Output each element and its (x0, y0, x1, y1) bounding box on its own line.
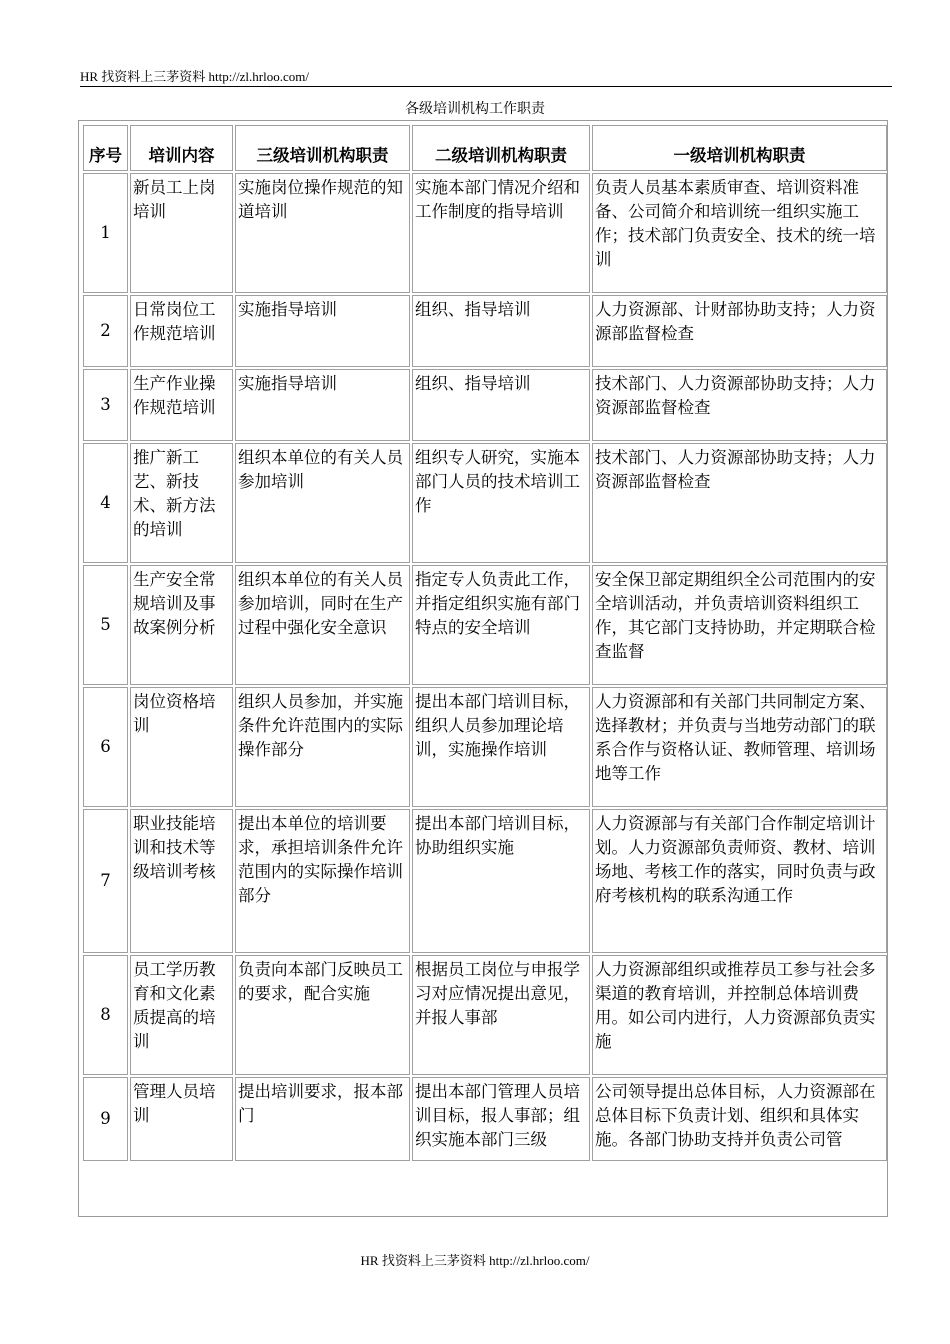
table-row (83, 295, 887, 367)
training-content: 新员工上岗培训 (130, 173, 233, 293)
header-cell-level1: 一级培训机构职责 (592, 125, 887, 171)
table-row (83, 443, 887, 563)
level3-duty: 提出培训要求，报本部门 (235, 1077, 410, 1161)
level3-duty: 实施岗位操作规范的知道培训 (235, 173, 410, 293)
level3-duty: 组织人员参加，并实施条件允许范围内的实际操作部分 (235, 687, 410, 807)
level3-duty: 实施指导培训 (235, 295, 410, 367)
table-row (83, 1077, 887, 1161)
level3-duty: 组织本单位的有关人员参加培训 (235, 443, 410, 563)
table-row (83, 369, 887, 441)
row-index: 7 (83, 809, 128, 953)
level1-duty: 技术部门、人力资源部协助支持；人力资源部监督检查 (592, 443, 887, 563)
level1-duty: 公司领导提出总体目标，人力资源部在总体目标下负责计划、组织和具体实施。各部门协助支持并负责公司管 (592, 1077, 887, 1161)
header-cell-index: 序号 (83, 125, 128, 171)
row-index: 8 (83, 955, 128, 1075)
level2-duty: 实施本部门情况介绍和工作制度的指导培训 (412, 173, 590, 293)
document-title: 各级培训机构工作职责 (405, 101, 545, 117)
table-row (83, 173, 887, 293)
page-footer: HR 找资料上三茅资料 http://zl.hrloo.com/ (360, 1253, 590, 1268)
header-cell-level3: 三级培训机构职责 (235, 125, 410, 171)
table-header-row (83, 125, 887, 171)
level3-duty: 实施指导培训 (235, 369, 410, 441)
training-content: 员工学历教育和文化素质提高的培训 (130, 955, 233, 1075)
level1-duty: 安全保卫部定期组织全公司范围内的安全培训活动，并负责培训资料组织工作，其它部门支持协助，并定期联合检查监督 (592, 565, 887, 685)
row-index: 1 (83, 173, 128, 293)
row-index: 3 (83, 369, 128, 441)
table-row (83, 565, 887, 685)
training-content: 日常岗位工作规范培训 (130, 295, 233, 367)
header-rule (80, 86, 892, 87)
level2-duty: 组织专人研究，实施本部门人员的技术培训工作 (412, 443, 590, 563)
level2-duty: 指定专人负责此工作，并指定组织实施有部门特点的安全培训 (412, 565, 590, 685)
level1-duty: 技术部门、人力资源部协助支持；人力资源部监督检查 (592, 369, 887, 441)
table-row (83, 955, 887, 1075)
level3-duty: 负责向本部门反映员工的要求，配合实施 (235, 955, 410, 1075)
row-index: 2 (83, 295, 128, 367)
training-content: 职业技能培训和技术等级培训考核 (130, 809, 233, 953)
responsibility-table-frame (78, 120, 888, 1217)
level3-duty: 提出本单位的培训要求，承担培训条件允许范围内的实际操作培训部分 (235, 809, 410, 953)
training-content: 生产作业操作规范培训 (130, 369, 233, 441)
level3-duty: 组织本单位的有关人员参加培训，同时在生产过程中强化安全意识 (235, 565, 410, 685)
header-cell-content: 培训内容 (130, 125, 233, 171)
level1-duty: 人力资源部组织或推荐员工参与社会多渠道的教育培训，并控制总体培训费用。如公司内进行，人力资源部负责实施 (592, 955, 887, 1075)
level1-duty: 负责人员基本素质审查、培训资料准备、公司简介和培训统一组织实施工作；技术部门负责安全、技术的统一培训 (592, 173, 887, 293)
responsibility-table (81, 123, 889, 1163)
page-header: HR 找资料上三茅资料 http://zl.hrloo.com/ (80, 69, 309, 84)
training-content: 生产安全常规培训及事故案例分析 (130, 565, 233, 685)
level2-duty: 组织、指导培训 (412, 369, 590, 441)
level2-duty: 提出本部门培训目标，组织人员参加理论培训，实施操作培训 (412, 687, 590, 807)
level2-duty: 组织、指导培训 (412, 295, 590, 367)
training-content: 推广新工艺、新技术、新方法的培训 (130, 443, 233, 563)
row-index: 5 (83, 565, 128, 685)
row-index: 6 (83, 687, 128, 807)
training-content: 管理人员培训 (130, 1077, 233, 1161)
table-row (83, 809, 887, 953)
level1-duty: 人力资源部与有关部门合作制定培训计划。人力资源部负责师资、教材、培训场地、考核工作的落实，同时负责与政府考核机构的联系沟通工作 (592, 809, 887, 953)
row-index: 4 (83, 443, 128, 563)
level1-duty: 人力资源部、计财部协助支持；人力资源部监督检查 (592, 295, 887, 367)
level2-duty: 根据员工岗位与申报学习对应情况提出意见，并报人事部 (412, 955, 590, 1075)
row-index: 9 (83, 1077, 128, 1161)
level2-duty: 提出本部门管理人员培训目标，报人事部；组织实施本部门三级 (412, 1077, 590, 1161)
training-content: 岗位资格培训 (130, 687, 233, 807)
level2-duty: 提出本部门培训目标，协助组织实施 (412, 809, 590, 953)
header-cell-level2: 二级培训机构职责 (412, 125, 590, 171)
level1-duty: 人力资源部和有关部门共同制定方案、选择教材；并负责与当地劳动部门的联系合作与资格认证、教师管理、培训场地等工作 (592, 687, 887, 807)
table-row (83, 687, 887, 807)
